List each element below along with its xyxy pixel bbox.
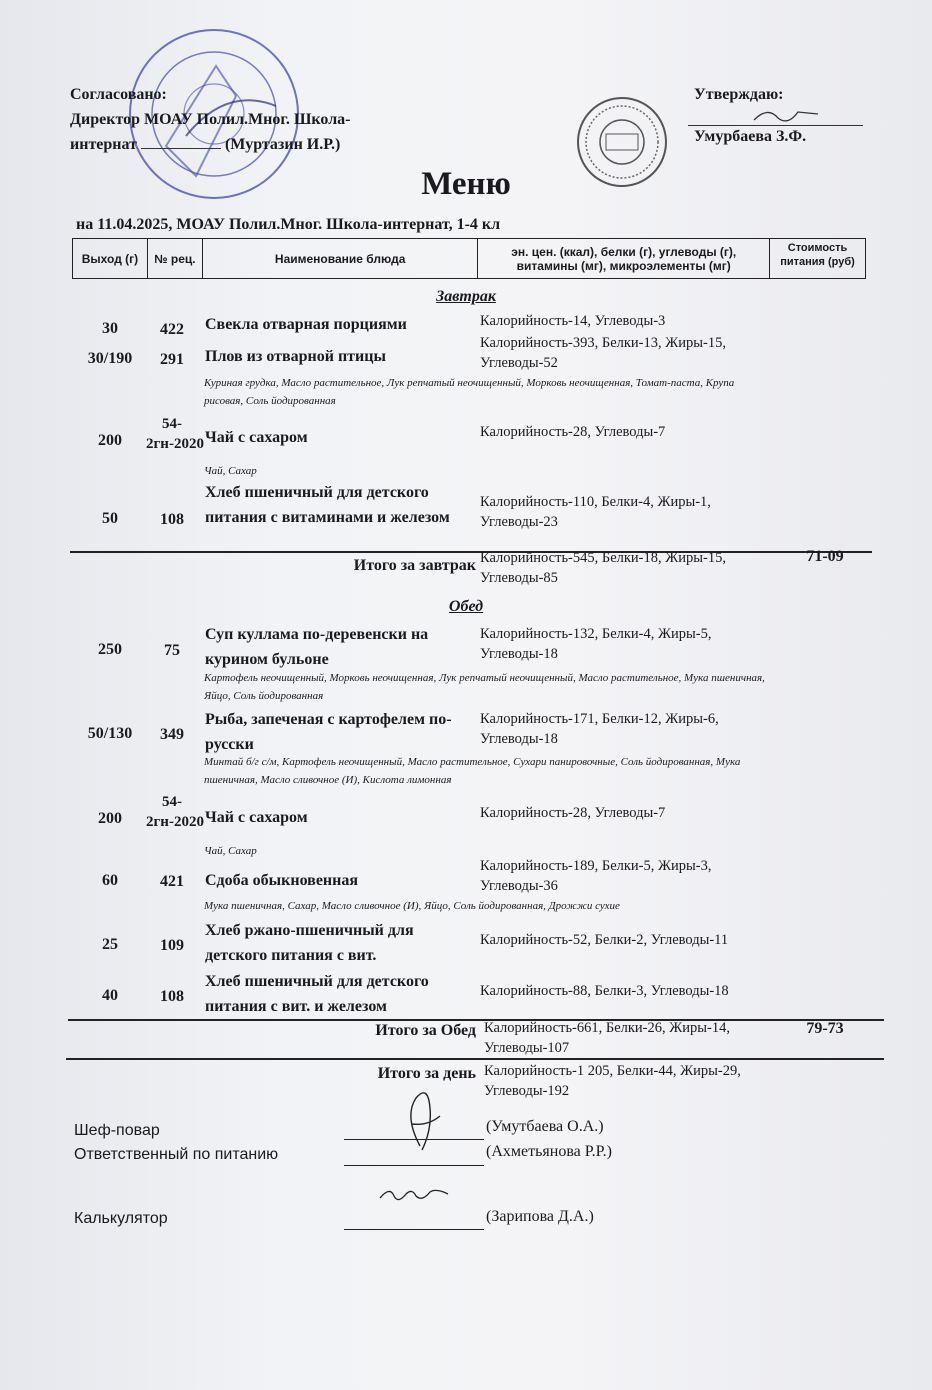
page-subtitle: на 11.04.2025, МОАУ Полил.Мног. Школа-интернат, 1-4 кл <box>76 216 501 233</box>
director-name: (Муртазин И.Р.) <box>224 136 341 153</box>
approve-label: Утверждаю: <box>694 86 784 103</box>
col-recipe: № рец. <box>147 239 202 279</box>
col-nutrition: эн. цен. (ккал), белки (г), углеводы (г), витамины (мг), микроэлементы (мг) <box>478 239 770 279</box>
chef-signature <box>394 1086 454 1156</box>
calculator-signature <box>376 1184 456 1206</box>
agreed-block <box>70 82 430 157</box>
section-breakfast: Завтрак <box>436 288 496 305</box>
approver-name: Умурбаева З.Ф. <box>694 128 807 145</box>
director-line: Директор МОАУ Полил.Мног. Школа- <box>70 111 351 128</box>
col-dish: Наименование блюда <box>202 239 478 279</box>
approve-signature <box>748 104 828 126</box>
director-line-2: интернат (Муртазин И.Р.) <box>70 136 341 153</box>
section-lunch: Обед <box>448 598 484 615</box>
breakfast-cost: 71-09 <box>806 548 844 565</box>
agreed-label: Согласовано: <box>70 86 167 103</box>
lunch-cost: 79-73 <box>806 1020 844 1037</box>
divider <box>66 1058 884 1060</box>
menu-table-header <box>72 238 866 279</box>
col-cost: Стоимость питания (руб) <box>770 239 866 279</box>
col-output: Выход (г) <box>73 239 148 279</box>
approve-signature-line <box>688 104 863 126</box>
approve-block <box>694 86 874 146</box>
page-title: Меню <box>421 166 511 202</box>
